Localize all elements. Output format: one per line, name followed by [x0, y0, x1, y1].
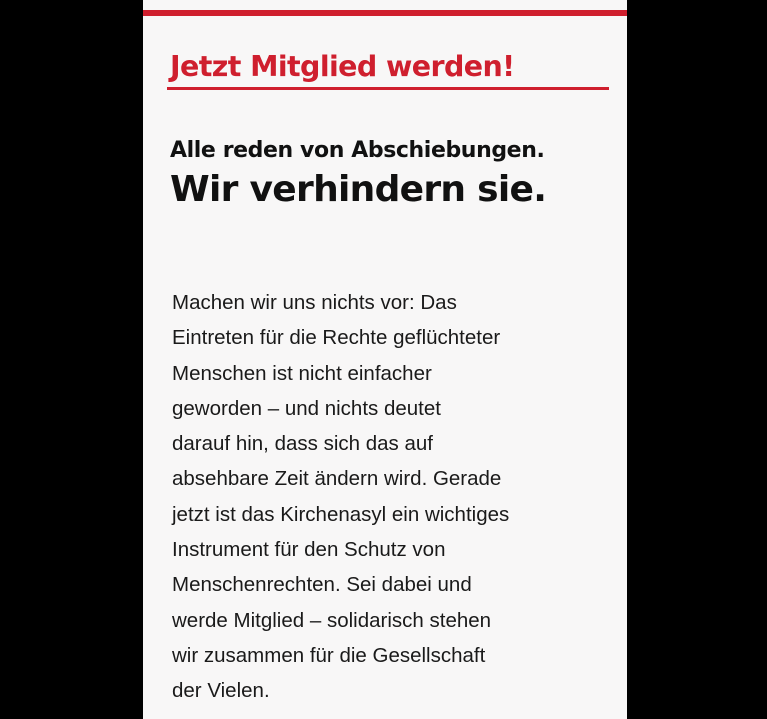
body-text: [172, 285, 612, 709]
headline: Jetzt Mitglied werden!: [170, 50, 515, 83]
body-line: Menschenrechten. Sei dabei und: [172, 573, 472, 597]
body-line: geworden – und nichts deutet: [172, 396, 441, 420]
body-line: Eintreten für die Rechte geflüchteter: [172, 326, 501, 350]
body-line: jetzt ist das Kirchenasyl ein wichtiges: [172, 502, 510, 526]
body-line: der Vielen.: [172, 679, 270, 703]
body-line: Machen wir uns nichts vor: Das: [172, 291, 457, 314]
body-line: darauf hin, dass sich das auf: [172, 432, 433, 456]
body-line: wir zusammen für die Gesellschaft: [172, 643, 486, 667]
body-line: werde Mitglied – solidarisch stehen: [172, 608, 492, 632]
claim-heading: Wir verhindern sie.: [170, 169, 547, 210]
body-line: Menschen ist nicht einfacher: [172, 361, 432, 385]
headline-underline: [167, 87, 609, 90]
body-line: absehbare Zeit ändern wird. Gerade: [172, 467, 502, 491]
top-divider: [143, 10, 627, 16]
body-line: Instrument für den Schutz von: [172, 538, 446, 562]
subhead: Alle reden von Abschiebungen.: [170, 138, 545, 163]
flyer-panel: [143, 0, 627, 719]
